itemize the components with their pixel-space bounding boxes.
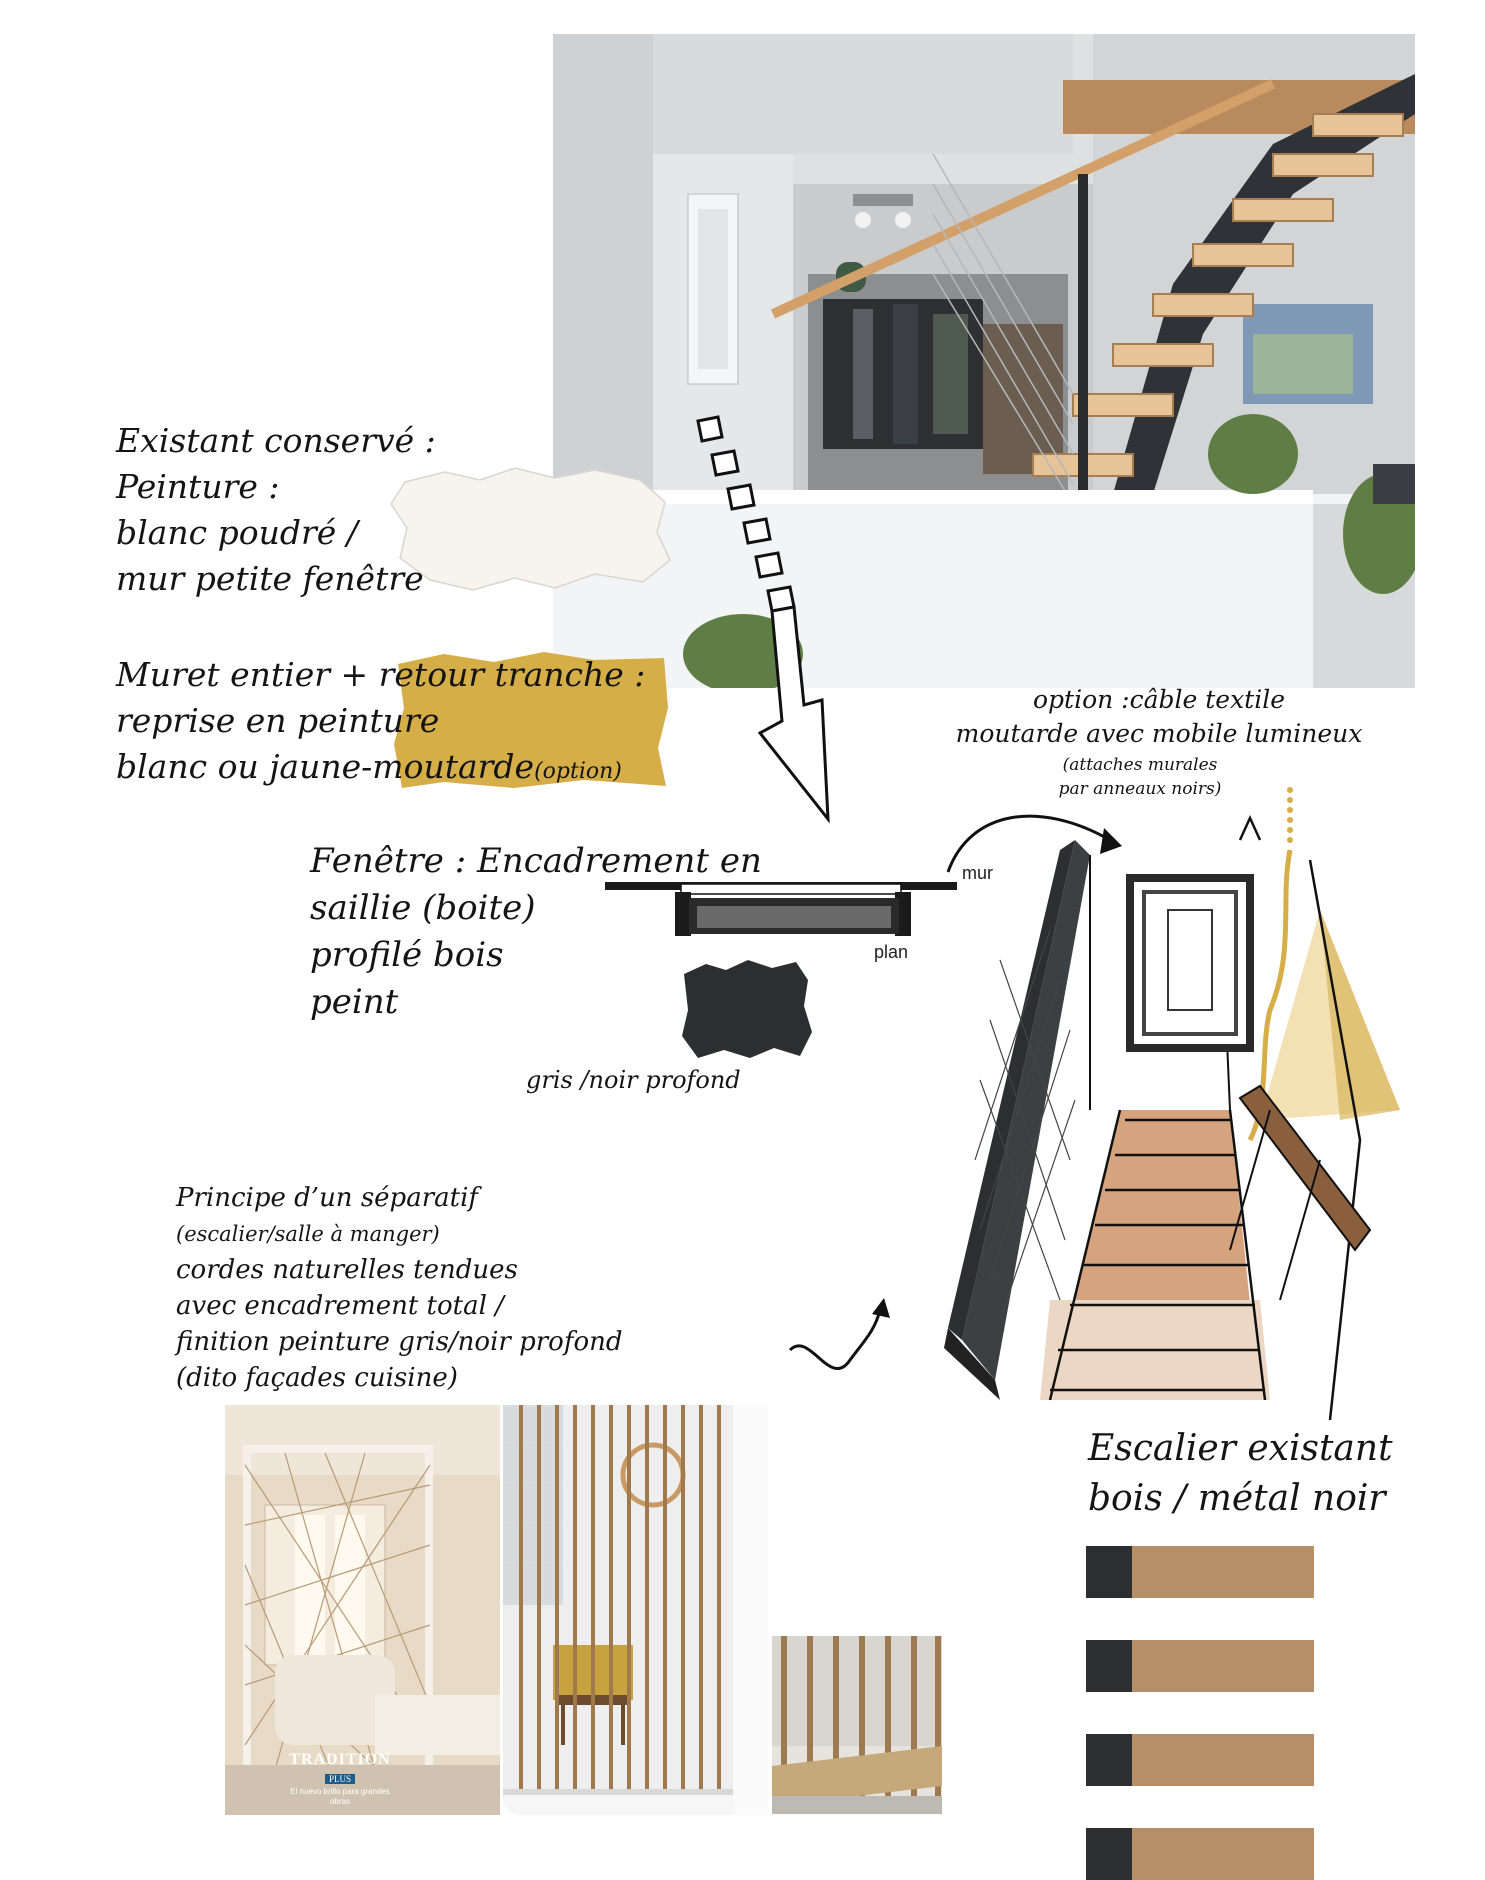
existing-note (116, 418, 436, 602)
cable-note-small-line: par anneaux noirs) (1058, 779, 1222, 799)
material-swatch (1086, 1734, 1314, 1786)
separator-note-line: Principe d’un séparatif (176, 1183, 479, 1213)
metal-swatch (1086, 1640, 1132, 1692)
cable-note-line: option :câble textile (1032, 685, 1286, 714)
separator-note-line: cordes naturelles tendues (176, 1255, 518, 1285)
separator-note-line: (dito façades cuisine) (176, 1363, 458, 1393)
stair-sketch (900, 780, 1400, 1420)
wood-swatch (1132, 1828, 1314, 1880)
brand-tagline: El nuevo brillo para grandes obras (290, 1787, 390, 1806)
material-swatch (1086, 1828, 1314, 1880)
muret-note-text: blanc ou jaune-moutarde (116, 747, 535, 786)
cable-note-small-line: (attaches murales (1062, 755, 1218, 775)
gris-noir-label: gris /noir profond (526, 1066, 741, 1094)
existing-note-line: Existant conservé : (116, 421, 436, 460)
cable-note-line: moutarde avec mobile lumineux (955, 719, 1363, 748)
metal-swatch (1086, 1734, 1132, 1786)
brand-badge (280, 1751, 400, 1807)
cable-note (914, 683, 1404, 751)
separator-note (176, 1180, 622, 1396)
separator-note-line: finition peinture gris/noir profond (176, 1327, 623, 1357)
existing-note-line: mur petite fenêtre (116, 559, 424, 598)
stair-note-line: Escalier existant (1088, 1428, 1393, 1469)
existing-note-line: blanc poudré / (116, 513, 358, 552)
interior-photo (553, 34, 1415, 688)
window-note-line: saillie (boite) (310, 888, 536, 928)
down-arrow-icon (690, 415, 850, 825)
plan-wall-label: mur (962, 863, 993, 883)
material-swatch (1086, 1640, 1314, 1692)
wood-swatch (1132, 1640, 1314, 1692)
brand-sub: PLUS (325, 1774, 355, 1784)
muret-note-line (116, 744, 645, 795)
stair-note-line: bois / métal noir (1088, 1478, 1386, 1519)
squiggle-arrow-icon (780, 1290, 900, 1390)
plan-label: plan (874, 942, 909, 962)
window-note-line: Fenêtre : Encadrement en (310, 841, 762, 881)
up-arrow-icon (1240, 818, 1260, 840)
existing-note-line: Peinture : (116, 467, 280, 506)
window-note-line: peint (310, 982, 399, 1022)
rope-detail-drawing (772, 1636, 942, 1814)
material-swatches (1086, 1546, 1314, 1880)
rope-curtain-photo (503, 1405, 768, 1815)
rope-curtain-drawing (503, 1405, 768, 1815)
muret-note (116, 652, 645, 795)
gris-noir-swatch (676, 956, 816, 1062)
separator-note-line: avec encadrement total / (176, 1291, 504, 1321)
curved-arrow-head-icon (1100, 828, 1122, 854)
separator-note-line: (escalier/salle à manger) (176, 1222, 440, 1246)
metal-swatch (1086, 1546, 1132, 1598)
muret-note-line: reprise en peinture (116, 701, 440, 740)
muret-option-text: (option) (534, 759, 622, 784)
rope-net-photo (225, 1405, 500, 1815)
wood-swatch (1132, 1734, 1314, 1786)
stair-note (1088, 1424, 1393, 1524)
wood-swatch (1132, 1546, 1314, 1598)
muret-note-line: Muret entier + retour tranche : (116, 655, 646, 694)
window-note-line: profilé bois (310, 935, 504, 975)
material-swatch (1086, 1546, 1314, 1598)
rope-detail-photo (772, 1636, 942, 1814)
brand-name: TRADITION (289, 1751, 391, 1768)
metal-swatch (1086, 1828, 1132, 1880)
interior-photo-drawing (553, 34, 1415, 688)
